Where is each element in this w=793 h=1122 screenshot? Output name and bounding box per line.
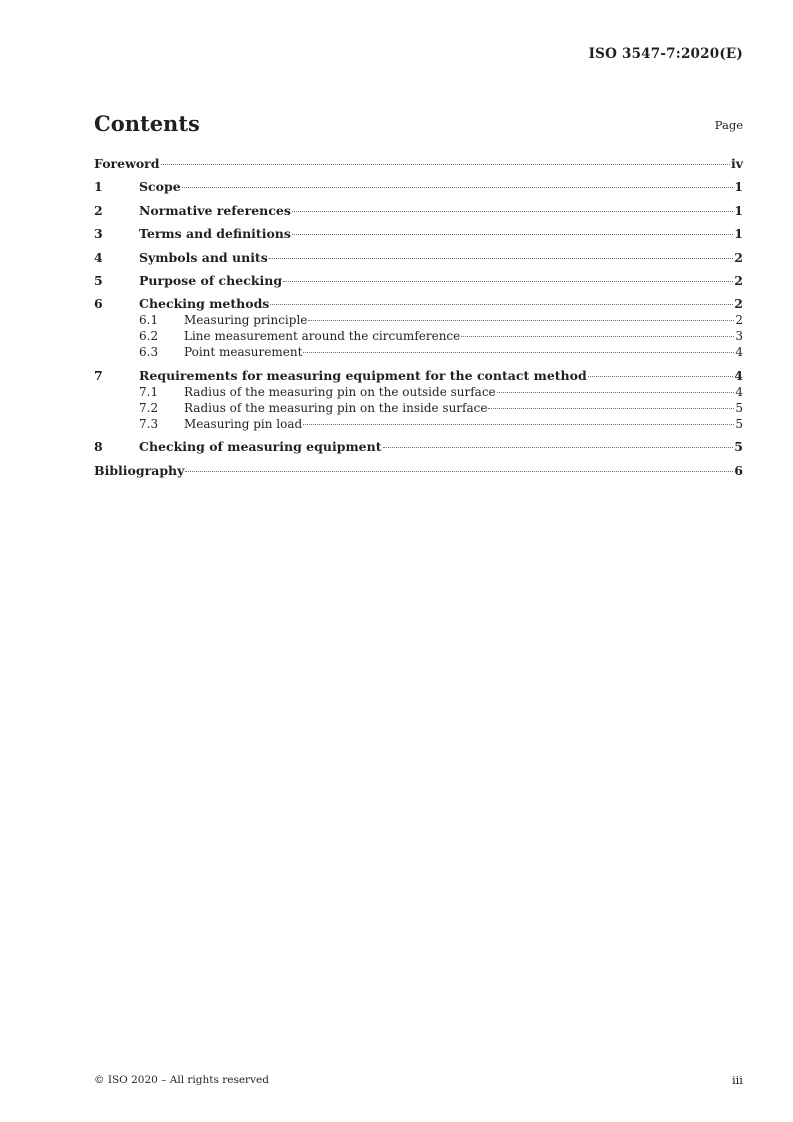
toc-entry-number: 5 [94, 272, 103, 288]
toc-entry[interactable] [94, 367, 743, 384]
toc-entry-page: iv [730, 156, 743, 171]
toc-entry-title: Foreword [94, 156, 160, 171]
toc-entry-page: 4 [735, 384, 743, 399]
toc-entry-number: 7.3 [139, 416, 159, 431]
toc-entry-title: Symbols and units [139, 249, 268, 265]
toc-entry[interactable] [94, 202, 743, 219]
toc-entry-title: Checking methods [139, 296, 270, 312]
toc-entry-number: 7.2 [139, 400, 159, 415]
toc-subentry[interactable] [94, 344, 743, 360]
toc-entry[interactable] [94, 178, 743, 195]
page-column-label: Page [714, 118, 743, 132]
toc-entry-title: Line measurement around the circumference [184, 329, 461, 344]
toc-entry[interactable] [94, 225, 743, 242]
toc-entry-page: 5 [735, 400, 743, 415]
toc-entry-page: 5 [734, 439, 743, 455]
dot-leader [303, 424, 734, 425]
toc-entry-number: 8 [94, 439, 103, 455]
toc-entry-number: 4 [94, 249, 103, 265]
dot-leader [292, 211, 733, 212]
toc-entry-page: 1 [734, 179, 743, 195]
toc-entry-title: Scope [139, 179, 181, 195]
toc-entry-number: 6.2 [139, 329, 159, 344]
toc-entry-number: 6.3 [139, 345, 159, 360]
toc-entry-page: 4 [735, 345, 743, 360]
dot-leader [292, 234, 733, 235]
toc-entry-number: 7 [94, 367, 103, 383]
dot-leader [182, 187, 734, 188]
toc-entry-page: 6 [734, 462, 743, 478]
toc-entry-title: Requirements for measuring equipment for the contact method [139, 367, 587, 383]
toc-entry[interactable] [94, 272, 743, 289]
dot-leader [497, 392, 735, 393]
dot-leader [383, 447, 734, 448]
toc-entry-page: 2 [735, 313, 743, 328]
toc-subentry[interactable] [94, 416, 743, 432]
dot-leader [488, 408, 734, 409]
toc-entry-page: 3 [735, 329, 743, 344]
dot-leader [461, 336, 734, 337]
page-number: iii [731, 1073, 743, 1087]
dot-leader [161, 164, 730, 165]
toc-entry-title: Measuring pin load [184, 416, 303, 431]
toc-entry[interactable] [94, 438, 743, 455]
copyright-notice: © ISO 2020 – All rights reserved [94, 1074, 269, 1086]
toc-entry[interactable] [94, 462, 743, 479]
toc-entry-number: 6 [94, 296, 103, 312]
dot-leader [303, 352, 734, 353]
toc-subentry[interactable] [94, 384, 743, 400]
toc-entry-page: 4 [734, 367, 743, 383]
toc-entry-page: 2 [734, 249, 743, 265]
toc-subentry[interactable] [94, 400, 743, 416]
toc-entry-page: 1 [734, 226, 743, 242]
toc-entry-page: 1 [734, 202, 743, 218]
toc-subentry[interactable] [94, 328, 743, 344]
toc-entry-number: 1 [94, 179, 103, 195]
dot-leader [308, 320, 734, 321]
toc-entry[interactable] [94, 249, 743, 266]
toc-entry-number: 3 [94, 226, 103, 242]
dot-leader [185, 471, 733, 472]
toc-entry[interactable] [94, 155, 743, 172]
toc-entry-number: 6.1 [139, 313, 159, 328]
dot-leader [588, 376, 734, 377]
toc-entry-title: Measuring principle [184, 313, 308, 328]
toc-entry[interactable] [94, 295, 743, 312]
toc-entry-title: Radius of the measuring pin on the outside surface [184, 384, 496, 399]
contents-heading: Contents [94, 111, 200, 136]
toc-entry-title: Radius of the measuring pin on the inside surface [184, 400, 488, 415]
dot-leader [269, 258, 734, 259]
document-id: ISO 3547-7:2020(E) [588, 46, 743, 62]
toc-entry-title: Normative references [139, 202, 291, 218]
toc-entry-title: Purpose of checking [139, 272, 283, 288]
toc-entry-title: Terms and definitions [139, 226, 291, 242]
table-of-contents [94, 155, 743, 479]
toc-entry-page: 5 [735, 416, 743, 431]
toc-entry-title: Point measurement [184, 345, 303, 360]
toc-entry-page: 2 [734, 296, 743, 312]
toc-entry-page: 2 [734, 272, 743, 288]
toc-entry-title: Checking of measuring equipment [139, 439, 382, 455]
toc-entry-number: 2 [94, 202, 103, 218]
dot-leader [270, 304, 733, 305]
toc-entry-number: 7.1 [139, 384, 159, 399]
toc-subentry[interactable] [94, 312, 743, 328]
dot-leader [283, 281, 733, 282]
toc-entry-title: Bibliography [94, 462, 185, 478]
